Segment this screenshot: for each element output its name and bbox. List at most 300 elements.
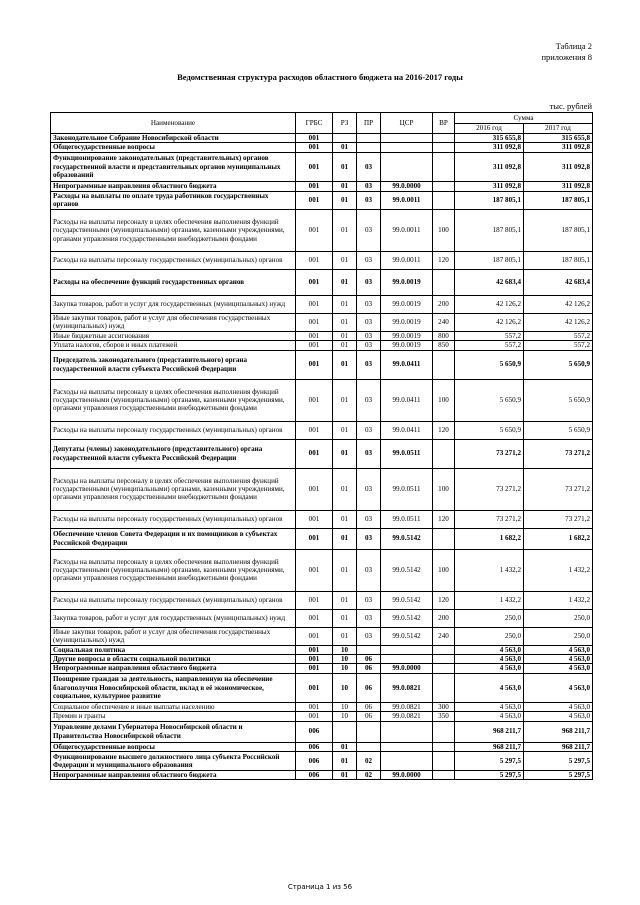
cell-vr: 240 — [433, 627, 455, 645]
cell-y2017: 4 563,0 — [524, 673, 593, 702]
cell-csr: 99.0.0821 — [381, 712, 433, 721]
table-row — [51, 771, 593, 780]
cell-name: Общегосударственные вопросы — [51, 742, 296, 751]
cell-rz: 01 — [333, 341, 357, 350]
cell-y2016: 42 126,2 — [455, 295, 524, 313]
cell-grbs: 001 — [296, 209, 333, 251]
cell-vr — [433, 439, 455, 468]
cell-csr — [381, 655, 433, 664]
cell-csr: 99.0.0511 — [381, 468, 433, 510]
cell-rz: 01 — [333, 468, 357, 510]
cell-grbs: 001 — [296, 350, 333, 379]
cell-csr — [381, 752, 433, 771]
cell-pr: 03 — [357, 251, 381, 269]
cell-name: Другие вопросы в области социальной политики — [51, 655, 296, 664]
cell-pr: 03 — [357, 627, 381, 645]
cell-y2016: 73 271,2 — [455, 439, 524, 468]
cell-csr — [381, 143, 433, 152]
cell-pr: 06 — [357, 673, 381, 702]
cell-rz: 10 — [333, 673, 357, 702]
cell-rz: 01 — [333, 251, 357, 269]
cell-y2016: 315 655,8 — [455, 134, 524, 143]
cell-csr: 99.0.0411 — [381, 379, 433, 421]
cell-grbs: 001 — [296, 313, 333, 331]
cell-name: Непрограммные направления областного бюджета — [51, 181, 296, 191]
cell-rz: 10 — [333, 645, 357, 654]
table-row — [51, 702, 593, 711]
cell-y2017: 968 211,7 — [524, 721, 593, 742]
cell-rz: 01 — [333, 609, 357, 627]
col-header-csr: ЦСР — [381, 113, 433, 134]
cell-grbs: 001 — [296, 549, 333, 591]
cell-grbs: 001 — [296, 627, 333, 645]
cell-grbs: 006 — [296, 742, 333, 751]
cell-y2017: 42 683,4 — [524, 269, 593, 295]
cell-vr — [433, 673, 455, 702]
cell-y2016: 557,2 — [455, 331, 524, 340]
table-row — [51, 295, 593, 313]
cell-pr: 03 — [357, 609, 381, 627]
cell-y2017: 42 126,2 — [524, 313, 593, 331]
cell-vr: 240 — [433, 313, 455, 331]
cell-grbs: 001 — [296, 468, 333, 510]
cell-csr: 99.0.0019 — [381, 269, 433, 295]
cell-y2017: 250,0 — [524, 609, 593, 627]
budget-table — [50, 112, 593, 780]
cell-pr: 03 — [357, 468, 381, 510]
cell-pr: 03 — [357, 421, 381, 439]
cell-vr: 120 — [433, 510, 455, 528]
table-row — [51, 591, 593, 609]
cell-name: Поощрение граждан за деятельность, направленную на обеспечение благополучия Новосибирской области, вклад в её экономическое, социальное, культурное развитие — [51, 673, 296, 702]
cell-name: Расходы на выплаты персоналу в целях обеспечения выполнения функций государственными (муниципальными) органами, казенными учреждениями, органами управления государственными внебюджетными фондами — [51, 468, 296, 510]
cell-rz: 01 — [333, 771, 357, 780]
cell-name: Уплата налогов, сборов и иных платежей — [51, 341, 296, 350]
cell-vr — [433, 143, 455, 152]
cell-y2016: 5 297,5 — [455, 771, 524, 780]
cell-grbs: 001 — [296, 664, 333, 673]
cell-rz: 01 — [333, 752, 357, 771]
cell-name: Социальная политика — [51, 645, 296, 654]
cell-y2017: 311 092,8 — [524, 143, 593, 152]
cell-rz: 01 — [333, 269, 357, 295]
cell-vr: 120 — [433, 421, 455, 439]
col-header-grbs: ГРБС — [296, 113, 333, 134]
cell-csr: 99.0.0411 — [381, 421, 433, 439]
cell-y2016: 73 271,2 — [455, 510, 524, 528]
cell-name: Непрограммные направления областного бюджета — [51, 664, 296, 673]
cell-y2016: 4 563,0 — [455, 712, 524, 721]
cell-grbs: 001 — [296, 331, 333, 340]
cell-csr — [381, 152, 433, 181]
table-row — [51, 468, 593, 510]
cell-rz: 01 — [333, 591, 357, 609]
cell-rz: 01 — [333, 152, 357, 181]
cell-vr: 120 — [433, 591, 455, 609]
cell-pr: 03 — [357, 269, 381, 295]
cell-rz: 01 — [333, 528, 357, 549]
cell-pr: 06 — [357, 655, 381, 664]
appendix-label: приложения 8 — [541, 52, 592, 62]
cell-csr — [381, 742, 433, 751]
cell-grbs: 001 — [296, 528, 333, 549]
col-header-pr: ПР — [357, 113, 381, 134]
cell-grbs: 006 — [296, 721, 333, 742]
cell-csr: 99.0.5142 — [381, 609, 433, 627]
cell-pr: 03 — [357, 379, 381, 421]
cell-name: Расходы на выплаты персоналу государственных (муниципальных) органов — [51, 591, 296, 609]
cell-vr: 300 — [433, 702, 455, 711]
cell-y2017: 73 271,2 — [524, 439, 593, 468]
cell-name: Расходы на выплаты персоналу государственных (муниципальных) органов — [51, 510, 296, 528]
cell-rz: 01 — [333, 313, 357, 331]
cell-y2016: 187 805,1 — [455, 191, 524, 209]
cell-vr — [433, 269, 455, 295]
cell-vr: 120 — [433, 251, 455, 269]
cell-y2016: 5 650,9 — [455, 350, 524, 379]
cell-grbs: 001 — [296, 143, 333, 152]
col-header-vr: ВР — [433, 113, 455, 134]
cell-vr: 100 — [433, 549, 455, 591]
cell-vr: 100 — [433, 379, 455, 421]
cell-y2017: 311 092,8 — [524, 181, 593, 191]
cell-name: Обеспечение членов Совета Федерации и их помощников в субъектах Российской Федерации — [51, 528, 296, 549]
cell-pr — [357, 645, 381, 654]
cell-csr: 99.0.0011 — [381, 191, 433, 209]
cell-y2017: 42 126,2 — [524, 295, 593, 313]
table-row — [51, 528, 593, 549]
cell-y2017: 5 297,5 — [524, 771, 593, 780]
cell-rz: 01 — [333, 510, 357, 528]
cell-y2017: 250,0 — [524, 627, 593, 645]
table-row — [51, 609, 593, 627]
cell-rz: 01 — [333, 143, 357, 152]
table-row — [51, 152, 593, 181]
cell-name: Расходы на выплаты по оплате труда работников государственных органов — [51, 191, 296, 209]
table-row — [51, 251, 593, 269]
cell-pr: 03 — [357, 331, 381, 340]
cell-csr: 99.0.0019 — [381, 313, 433, 331]
cell-pr: 03 — [357, 191, 381, 209]
cell-pr: 06 — [357, 702, 381, 711]
cell-rz: 01 — [333, 191, 357, 209]
cell-csr: 99.0.0511 — [381, 439, 433, 468]
cell-grbs: 001 — [296, 379, 333, 421]
cell-csr: 99.0.5142 — [381, 549, 433, 591]
cell-rz — [333, 134, 357, 143]
cell-y2017: 557,2 — [524, 341, 593, 350]
cell-y2017: 4 563,0 — [524, 664, 593, 673]
cell-rz: 01 — [333, 379, 357, 421]
cell-y2016: 4 563,0 — [455, 645, 524, 654]
cell-y2016: 5 650,9 — [455, 421, 524, 439]
cell-name: Законодательное Собрание Новосибирской области — [51, 134, 296, 143]
cell-vr — [433, 721, 455, 742]
cell-y2017: 187 805,1 — [524, 191, 593, 209]
cell-y2017: 4 563,0 — [524, 702, 593, 711]
col-header-2016: 2016 год — [455, 124, 524, 134]
cell-csr: 99.0.0821 — [381, 673, 433, 702]
page-title: Ведомственная структура расходов областного бюджета на 2016-2017 годы — [177, 72, 463, 82]
cell-vr: 100 — [433, 209, 455, 251]
cell-y2016: 42 683,4 — [455, 269, 524, 295]
cell-vr — [433, 771, 455, 780]
cell-rz: 10 — [333, 655, 357, 664]
cell-rz: 01 — [333, 627, 357, 645]
cell-pr: 03 — [357, 439, 381, 468]
table-row — [51, 673, 593, 702]
col-header-sum: Сумма — [455, 113, 593, 124]
cell-grbs: 001 — [296, 251, 333, 269]
table-row — [51, 712, 593, 721]
cell-y2016: 311 092,8 — [455, 181, 524, 191]
table-row — [51, 350, 593, 379]
cell-name: Иные закупки товаров, работ и услуг для обеспечения государственных (муниципальных) нужд — [51, 627, 296, 645]
cell-csr: 99.0.0000 — [381, 664, 433, 673]
cell-y2017: 73 271,2 — [524, 510, 593, 528]
cell-grbs: 001 — [296, 439, 333, 468]
table-row — [51, 421, 593, 439]
cell-name: Иные закупки товаров, работ и услуг для обеспечения государственных (муниципальных) нужд — [51, 313, 296, 331]
table-row — [51, 549, 593, 591]
cell-grbs: 001 — [296, 673, 333, 702]
cell-grbs: 001 — [296, 269, 333, 295]
cell-pr: 03 — [357, 528, 381, 549]
cell-grbs: 001 — [296, 152, 333, 181]
table-row — [51, 721, 593, 742]
cell-csr — [381, 721, 433, 742]
cell-grbs: 001 — [296, 655, 333, 664]
cell-vr — [433, 191, 455, 209]
cell-vr — [433, 350, 455, 379]
cell-y2017: 5 650,9 — [524, 379, 593, 421]
cell-y2016: 311 092,8 — [455, 152, 524, 181]
cell-vr — [433, 645, 455, 654]
cell-name: Иные бюджетные ассигнования — [51, 331, 296, 340]
cell-csr: 99.0.0821 — [381, 702, 433, 711]
cell-vr — [433, 152, 455, 181]
cell-rz: 01 — [333, 439, 357, 468]
cell-rz: 10 — [333, 702, 357, 711]
cell-pr: 03 — [357, 152, 381, 181]
cell-grbs: 001 — [296, 510, 333, 528]
table-row — [51, 439, 593, 468]
cell-y2016: 5 297,5 — [455, 752, 524, 771]
cell-y2016: 968 211,7 — [455, 742, 524, 751]
cell-pr: 03 — [357, 549, 381, 591]
cell-rz: 01 — [333, 181, 357, 191]
cell-y2016: 73 271,2 — [455, 468, 524, 510]
table-row — [51, 181, 593, 191]
cell-vr: 100 — [433, 468, 455, 510]
cell-csr: 99.0.0019 — [381, 331, 433, 340]
cell-pr: 02 — [357, 752, 381, 771]
cell-rz: 01 — [333, 331, 357, 340]
cell-pr: 03 — [357, 209, 381, 251]
cell-vr — [433, 752, 455, 771]
cell-vr: 200 — [433, 609, 455, 627]
cell-name: Функционирование законодательных (представительных) органов государственной власти и представительных органов муниципальных образований — [51, 152, 296, 181]
cell-pr: 03 — [357, 350, 381, 379]
cell-pr: 03 — [357, 341, 381, 350]
cell-rz — [333, 721, 357, 742]
cell-y2017: 4 563,0 — [524, 712, 593, 721]
cell-vr — [433, 134, 455, 143]
cell-y2016: 250,0 — [455, 627, 524, 645]
cell-y2017: 4 563,0 — [524, 655, 593, 664]
cell-csr: 99.0.5142 — [381, 528, 433, 549]
cell-name: Расходы на выплаты персоналу в целях обеспечения выполнения функций государственными (муниципальными) органами, казенными учреждениями, органами управления государственными внебюджетными фондами — [51, 209, 296, 251]
cell-y2016: 1 432,2 — [455, 549, 524, 591]
cell-grbs: 001 — [296, 591, 333, 609]
cell-rz: 01 — [333, 742, 357, 751]
table-row — [51, 752, 593, 771]
cell-csr: 99.0.5142 — [381, 591, 433, 609]
col-header-2017: 2017 год — [524, 124, 593, 134]
cell-name: Расходы на обеспечение функций государственных органов — [51, 269, 296, 295]
table-row — [51, 143, 593, 152]
cell-grbs: 006 — [296, 771, 333, 780]
cell-y2016: 5 650,9 — [455, 379, 524, 421]
page-number: Страница 1 из 56 — [287, 883, 353, 891]
cell-grbs: 001 — [296, 645, 333, 654]
cell-csr: 99.0.0411 — [381, 350, 433, 379]
cell-pr — [357, 742, 381, 751]
cell-grbs: 001 — [296, 702, 333, 711]
table-row — [51, 627, 593, 645]
cell-y2017: 315 655,8 — [524, 134, 593, 143]
col-header-rz: РЗ — [333, 113, 357, 134]
cell-y2017: 5 650,9 — [524, 421, 593, 439]
cell-pr: 03 — [357, 510, 381, 528]
cell-vr — [433, 181, 455, 191]
cell-y2017: 73 271,2 — [524, 468, 593, 510]
cell-pr: 03 — [357, 313, 381, 331]
cell-csr: 99.0.0019 — [381, 295, 433, 313]
cell-pr: 03 — [357, 181, 381, 191]
cell-y2017: 1 682,2 — [524, 528, 593, 549]
cell-y2016: 311 092,8 — [455, 143, 524, 152]
cell-name: Расходы на выплаты персоналу государственных (муниципальных) органов — [51, 421, 296, 439]
cell-y2016: 4 563,0 — [455, 664, 524, 673]
cell-y2017: 5 297,5 — [524, 752, 593, 771]
cell-csr: 99.0.0019 — [381, 341, 433, 350]
table-row — [51, 209, 593, 251]
cell-y2017: 4 563,0 — [524, 645, 593, 654]
cell-y2017: 1 432,2 — [524, 591, 593, 609]
cell-pr — [357, 134, 381, 143]
cell-y2016: 4 563,0 — [455, 673, 524, 702]
cell-grbs: 001 — [296, 712, 333, 721]
cell-pr — [357, 721, 381, 742]
cell-name: Председатель законодательного (представительного) органа государственной власти субъекта Российской Федерации — [51, 350, 296, 379]
table-row — [51, 742, 593, 751]
table-row — [51, 191, 593, 209]
cell-vr: 200 — [433, 295, 455, 313]
cell-name: Управление делами Губернатора Новосибирской области и Правительства Новосибирской области — [51, 721, 296, 742]
cell-vr — [433, 528, 455, 549]
cell-y2016: 250,0 — [455, 609, 524, 627]
table-row — [51, 510, 593, 528]
cell-rz: 01 — [333, 421, 357, 439]
table-row — [51, 645, 593, 654]
table-row — [51, 655, 593, 664]
cell-y2017: 557,2 — [524, 331, 593, 340]
cell-pr: 02 — [357, 771, 381, 780]
cell-name: Общегосударственные вопросы — [51, 143, 296, 152]
cell-grbs: 001 — [296, 134, 333, 143]
cell-name: Функционирование высшего должностного лица субъекта Российской Федерации и муниципального образования — [51, 752, 296, 771]
cell-csr: 99.0.5142 — [381, 627, 433, 645]
cell-name: Расходы на выплаты персоналу в целях обеспечения выполнения функций государственными (муниципальными) органами, казенными учреждениями, органами управления государственными внебюджетными фондами — [51, 549, 296, 591]
cell-grbs: 001 — [296, 295, 333, 313]
cell-name: Расходы на выплаты персоналу в целях обеспечения выполнения функций государственными (муниципальными) органами, казенными учреждениями, органами управления государственными внебюджетными фондами — [51, 379, 296, 421]
cell-pr — [357, 143, 381, 152]
col-header-name: Наименование — [51, 113, 296, 134]
cell-name: Непрограммные направления областного бюджета — [51, 771, 296, 780]
table-row — [51, 269, 593, 295]
cell-rz: 01 — [333, 209, 357, 251]
cell-csr — [381, 134, 433, 143]
table-row — [51, 664, 593, 673]
cell-y2016: 4 563,0 — [455, 702, 524, 711]
cell-pr: 06 — [357, 712, 381, 721]
cell-name: Закупка товаров, работ и услуг для государственных (муниципальных) нужд — [51, 295, 296, 313]
cell-y2017: 187 805,1 — [524, 209, 593, 251]
table-row — [51, 341, 593, 350]
cell-grbs: 001 — [296, 341, 333, 350]
cell-y2017: 968 211,7 — [524, 742, 593, 751]
table-row — [51, 313, 593, 331]
cell-y2016: 968 211,7 — [455, 721, 524, 742]
cell-vr — [433, 655, 455, 664]
cell-y2016: 187 805,1 — [455, 209, 524, 251]
cell-y2017: 1 432,2 — [524, 549, 593, 591]
cell-grbs: 001 — [296, 421, 333, 439]
cell-csr: 99.0.0000 — [381, 181, 433, 191]
cell-pr: 03 — [357, 295, 381, 313]
cell-y2016: 1 682,2 — [455, 528, 524, 549]
cell-rz: 01 — [333, 350, 357, 379]
cell-y2017: 5 650,9 — [524, 350, 593, 379]
cell-y2016: 1 432,2 — [455, 591, 524, 609]
cell-csr: 99.0.0011 — [381, 251, 433, 269]
cell-y2016: 42 126,2 — [455, 313, 524, 331]
cell-vr — [433, 664, 455, 673]
cell-grbs: 006 — [296, 752, 333, 771]
cell-y2016: 557,2 — [455, 341, 524, 350]
cell-y2017: 311 092,8 — [524, 152, 593, 181]
units-label: тыс. рублей — [549, 101, 592, 111]
table-body — [51, 134, 593, 780]
cell-y2016: 4 563,0 — [455, 655, 524, 664]
cell-rz: 10 — [333, 712, 357, 721]
cell-name: Премии и гранты — [51, 712, 296, 721]
cell-pr: 06 — [357, 664, 381, 673]
cell-csr: 99.0.0011 — [381, 209, 433, 251]
cell-vr: 800 — [433, 331, 455, 340]
cell-name: Депутаты (члены) законодательного (представительного) органа государственной власти субъекта Российской Федерации — [51, 439, 296, 468]
table-number: Таблица 2 — [555, 41, 592, 51]
cell-vr — [433, 742, 455, 751]
cell-vr: 350 — [433, 712, 455, 721]
cell-grbs: 001 — [296, 181, 333, 191]
cell-rz: 01 — [333, 295, 357, 313]
cell-csr: 99.0.0511 — [381, 510, 433, 528]
cell-rz: 01 — [333, 549, 357, 591]
cell-grbs: 001 — [296, 191, 333, 209]
cell-csr: 99.0.0000 — [381, 771, 433, 780]
